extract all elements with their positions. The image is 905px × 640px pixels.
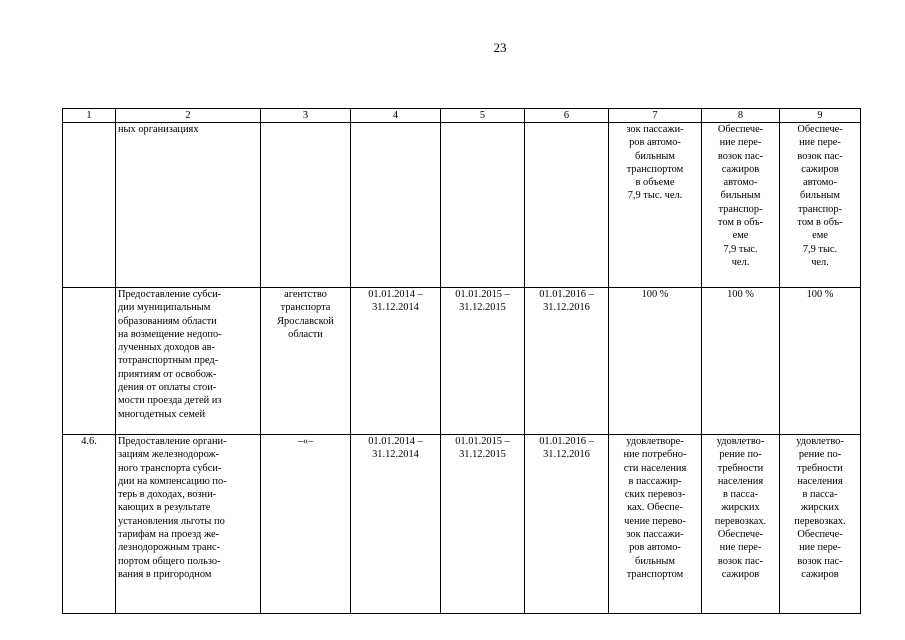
table-cell: –«– [261,435,351,614]
cell-line: ние пере- [719,137,762,149]
table-cell [609,123,702,288]
cell-line: перевозках. [714,515,767,527]
cell-line: 31.12.2015 [459,449,506,461]
cell-line: бильным [635,150,675,162]
cell-line: 31.12.2016 [543,449,590,461]
cell-line: транспорта [280,302,331,314]
cell-line: тотранспортным пред- [118,355,219,367]
cell-line: дии на компенсацию по- [118,475,227,487]
cell-line: ных организациях [118,124,199,135]
cell-line: бильным [720,190,761,202]
program-table [62,108,861,614]
cell-line: 01.01.2014 – [368,436,423,447]
cell-line: образованиям области [118,315,217,327]
cell-line: ров автомо- [629,137,681,149]
cell-line: возок пас- [797,555,843,567]
table-cell: 100 % [702,288,780,435]
cell-line: мости проезда детей из [118,395,222,407]
column-number: 7 [609,109,702,123]
column-number: 6 [525,109,609,123]
cell-line: Обеспече- [797,124,843,135]
column-number: 3 [261,109,351,123]
table-row [63,123,861,288]
cell-line: ние пере- [799,542,841,554]
cell-line: ках. Обеспе- [627,502,683,514]
cell-line: в объеме [635,177,675,189]
table-cell [351,435,441,614]
cell-line: зок пассажи- [626,529,684,541]
cell-line: в пасса- [722,489,759,501]
table-cell [63,288,116,435]
cell-line: сти населения [623,462,687,474]
table-cell [351,123,441,288]
table-cell [702,123,780,288]
cell-line: приятиям от освобож- [118,368,217,380]
cell-line: установления льготы по [118,515,225,527]
table-cell [351,288,441,435]
table-row [63,435,861,614]
cell-line: 7,9 тыс. чел. [627,190,683,202]
table-cell [261,123,351,288]
table-cell [63,123,116,288]
cell-line: транспор- [718,203,763,215]
cell-line: чел. [811,256,829,268]
cell-line: в пасса- [802,489,838,501]
cell-line: 01.01.2016 – [539,289,594,300]
cell-line: зациям железнодорож- [118,449,220,461]
cell-line: сажиров [801,163,839,175]
cell-line: рение по- [798,449,842,461]
table-cell [441,288,525,435]
cell-line: Предоставление органи- [118,436,227,447]
table-cell: 100 % [609,288,702,435]
cell-line: 01.01.2014 – [368,289,423,300]
cell-line: транспор- [797,203,843,215]
cell-line: сажиров [721,163,760,175]
cell-line: перевозках. [794,515,846,527]
cell-line: дения от оплаты стои- [118,382,217,394]
column-number: 5 [441,109,525,123]
cell-line: 01.01.2015 – [455,289,510,300]
cell-line: требности [717,462,764,474]
cell-line: требности [797,462,843,474]
cell-line: ного транспорта субси- [118,462,222,474]
cell-line: чение перево- [624,515,686,527]
cell-line: в пассажир- [628,475,682,487]
cell-line: агентство [284,289,327,300]
cell-line: ние пере- [799,137,841,149]
cell-line: 01.01.2015 – [455,436,510,447]
cell-line: бильным [635,555,675,567]
table-cell [441,123,525,288]
cell-line: многодетных семей [118,408,206,420]
cell-line: 31.12.2016 [543,302,590,314]
table-row [63,288,861,435]
cell-line: транспортом [626,568,684,580]
cell-line: ров автомо- [629,542,681,554]
table-cell [780,123,861,288]
cell-line: дии муниципальным [118,302,211,314]
table-cell [261,288,351,435]
table-cell [525,435,609,614]
table-header-row [63,109,861,123]
table-cell [116,288,261,435]
cell-line: 31.12.2014 [372,449,419,461]
column-number: 4 [351,109,441,123]
cell-line: жирских [721,502,760,514]
cell-line: 01.01.2016 – [539,436,594,447]
cell-line: ние пере- [719,542,762,554]
table-cell [441,435,525,614]
table-cell: 4.6. [63,435,116,614]
cell-line: портом общего пользо- [118,555,221,567]
table-cell [116,123,261,288]
table-cell [525,123,609,288]
cell-line: области [288,328,323,340]
cell-line: еме [732,230,749,242]
cell-line: 31.12.2015 [459,302,506,314]
cell-line: населения [797,475,843,487]
cell-line: удовлетворе- [626,436,684,447]
cell-line: ние потребно- [623,449,687,461]
cell-line: сажиров [801,568,839,580]
cell-line: возок пас- [797,150,843,162]
cell-line: 7,9 тыс. [723,243,758,255]
cell-line: Обеспече- [797,529,843,541]
table-cell [116,435,261,614]
cell-line: жирских [800,502,840,514]
cell-line: тарифам на проезд же- [118,529,220,541]
column-number: 8 [702,109,780,123]
page-number: 23 [493,40,507,55]
cell-line: зок пассажи- [626,124,684,135]
table-cell [780,435,861,614]
table-cell [525,288,609,435]
cell-line: возок пас- [717,150,764,162]
table-cell [609,435,702,614]
cell-line: возок пас- [717,555,764,567]
cell-line: еме [812,230,828,242]
cell-line: автомо- [803,177,837,189]
cell-line: удовлетво- [716,436,765,447]
column-number: 2 [116,109,261,123]
table-cell: 100 % [780,288,861,435]
cell-line: вания в пригородном [118,568,212,580]
cell-line: 31.12.2014 [372,302,419,314]
cell-line: терь в доходах, возни- [118,489,217,501]
cell-line: чел. [731,256,750,268]
cell-line: автомо- [723,177,758,189]
cell-line: лезнодорожным транс- [118,542,221,554]
column-number: 9 [780,109,861,123]
cell-line: Обеспече- [717,124,764,135]
column-number: 1 [63,109,116,123]
cell-line: Обеспече- [717,529,764,541]
table-cell [702,435,780,614]
cell-line: удовлетво- [796,436,844,447]
cell-line: 7,9 тыс. [802,243,838,255]
cell-line: кающих в результате [118,502,211,514]
cell-line: бильным [800,190,840,202]
cell-line: населения [717,475,764,487]
cell-line: ских перевоз- [624,489,686,501]
cell-line: том в объ- [797,217,843,229]
cell-line: на возмещение недопо- [118,328,222,340]
cell-line: транспортом [626,163,684,175]
cell-line: Предоставление субси- [118,289,222,300]
cell-line: том в объ- [717,217,764,229]
cell-line: рение по- [719,449,762,461]
cell-line: сажиров [721,568,760,580]
cell-line: Ярославской [277,315,334,327]
cell-line: лученных доходов ав- [118,342,215,354]
